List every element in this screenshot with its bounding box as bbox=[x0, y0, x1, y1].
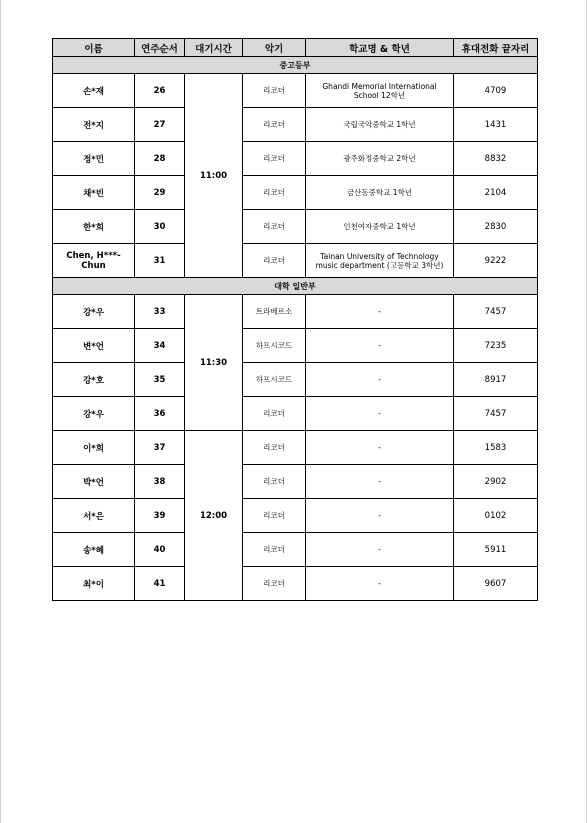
school-grade: 광주화정중학교 2학년 bbox=[306, 142, 454, 176]
table-row bbox=[53, 176, 538, 210]
table-row bbox=[53, 142, 538, 176]
table-row bbox=[53, 74, 538, 108]
performer-name: 송*혜 bbox=[53, 533, 135, 567]
phone-last-digits: 4709 bbox=[454, 74, 538, 108]
performance-order: 41 bbox=[135, 567, 185, 601]
instrument: 리코더 bbox=[243, 431, 306, 465]
section-row bbox=[53, 278, 538, 295]
school-grade: Ghandi Memorial International School 12학년 bbox=[306, 74, 454, 108]
performance-order: 29 bbox=[135, 176, 185, 210]
phone-last-digits: 7235 bbox=[454, 329, 538, 363]
instrument: 리코더 bbox=[243, 465, 306, 499]
performance-order: 26 bbox=[135, 74, 185, 108]
instrument: 리코더 bbox=[243, 142, 306, 176]
phone-last-digits: 0102 bbox=[454, 499, 538, 533]
table-row bbox=[53, 363, 538, 397]
instrument: 리코더 bbox=[243, 244, 306, 278]
table-row bbox=[53, 567, 538, 601]
instrument: 리코더 bbox=[243, 108, 306, 142]
table-row bbox=[53, 431, 538, 465]
school-grade: Tainan University of Technology music department (고등학교 3학년) bbox=[306, 244, 454, 278]
phone-last-digits: 2104 bbox=[454, 176, 538, 210]
phone-last-digits: 9222 bbox=[454, 244, 538, 278]
performance-order: 31 bbox=[135, 244, 185, 278]
performer-name: 채*빈 bbox=[53, 176, 135, 210]
performance-order: 33 bbox=[135, 295, 185, 329]
header-school: 학교명 & 학년 bbox=[306, 39, 454, 57]
school-grade: - bbox=[306, 397, 454, 431]
phone-last-digits: 5911 bbox=[454, 533, 538, 567]
table-row bbox=[53, 210, 538, 244]
section-title: 중고등부 bbox=[53, 57, 538, 74]
wait-time: 11:00 bbox=[185, 74, 243, 278]
phone-last-digits: 9607 bbox=[454, 567, 538, 601]
performance-order: 30 bbox=[135, 210, 185, 244]
school-grade: 금산동중학교 1학년 bbox=[306, 176, 454, 210]
school-grade: - bbox=[306, 431, 454, 465]
school-grade: - bbox=[306, 499, 454, 533]
instrument: 하프시코드 bbox=[243, 363, 306, 397]
page-edge-left bbox=[0, 0, 1, 823]
school-grade: 인천여자중학교 1학년 bbox=[306, 210, 454, 244]
performer-name: 정*민 bbox=[53, 142, 135, 176]
school-grade: - bbox=[306, 295, 454, 329]
phone-last-digits: 7457 bbox=[454, 397, 538, 431]
section-title: 대학 일반부 bbox=[53, 278, 538, 295]
instrument: 리코더 bbox=[243, 533, 306, 567]
header-wait-time: 대기시간 bbox=[185, 39, 243, 57]
school-grade: - bbox=[306, 329, 454, 363]
instrument: 트라베르소 bbox=[243, 295, 306, 329]
table-row bbox=[53, 108, 538, 142]
header-name: 이름 bbox=[53, 39, 135, 57]
performance-order: 28 bbox=[135, 142, 185, 176]
instrument: 리코더 bbox=[243, 397, 306, 431]
performance-order: 36 bbox=[135, 397, 185, 431]
school-grade: - bbox=[306, 363, 454, 397]
instrument: 리코더 bbox=[243, 567, 306, 601]
phone-last-digits: 1431 bbox=[454, 108, 538, 142]
performer-name: 강*우 bbox=[53, 397, 135, 431]
table-row bbox=[53, 244, 538, 278]
instrument: 리코더 bbox=[243, 210, 306, 244]
performer-name: 손*재 bbox=[53, 74, 135, 108]
performer-name: 강*우 bbox=[53, 295, 135, 329]
table-row bbox=[53, 533, 538, 567]
performer-name: 박*언 bbox=[53, 465, 135, 499]
school-grade: - bbox=[306, 465, 454, 499]
instrument: 하프시코드 bbox=[243, 329, 306, 363]
phone-last-digits: 8832 bbox=[454, 142, 538, 176]
header-phone: 휴대전화 끝자리 bbox=[454, 39, 538, 57]
school-grade: 국립국악중학교 1학년 bbox=[306, 108, 454, 142]
table-row bbox=[53, 499, 538, 533]
performance-order: 40 bbox=[135, 533, 185, 567]
school-grade: - bbox=[306, 567, 454, 601]
schedule-body bbox=[53, 57, 538, 601]
performer-name: Chen, H***-Chun bbox=[53, 244, 135, 278]
table-row bbox=[53, 465, 538, 499]
performer-name: 변*언 bbox=[53, 329, 135, 363]
instrument: 리코더 bbox=[243, 176, 306, 210]
phone-last-digits: 1583 bbox=[454, 431, 538, 465]
phone-last-digits: 2902 bbox=[454, 465, 538, 499]
header-order: 연주순서 bbox=[135, 39, 185, 57]
section-row bbox=[53, 57, 538, 74]
performer-name: 이*희 bbox=[53, 431, 135, 465]
performer-name: 서*은 bbox=[53, 499, 135, 533]
instrument: 리코더 bbox=[243, 499, 306, 533]
performance-schedule-table bbox=[52, 38, 538, 601]
performance-order: 37 bbox=[135, 431, 185, 465]
instrument: 리코더 bbox=[243, 74, 306, 108]
phone-last-digits: 8917 bbox=[454, 363, 538, 397]
performance-order: 39 bbox=[135, 499, 185, 533]
performer-name: 전*지 bbox=[53, 108, 135, 142]
performance-order: 35 bbox=[135, 363, 185, 397]
wait-time: 12:00 bbox=[185, 431, 243, 601]
table-row bbox=[53, 295, 538, 329]
performance-order: 38 bbox=[135, 465, 185, 499]
school-grade: - bbox=[306, 533, 454, 567]
performer-name: 강*호 bbox=[53, 363, 135, 397]
table-row bbox=[53, 329, 538, 363]
phone-last-digits: 2830 bbox=[454, 210, 538, 244]
wait-time: 11:30 bbox=[185, 295, 243, 431]
header-instrument: 악기 bbox=[243, 39, 306, 57]
performer-name: 최*이 bbox=[53, 567, 135, 601]
phone-last-digits: 7457 bbox=[454, 295, 538, 329]
header-row bbox=[53, 39, 538, 57]
performance-order: 34 bbox=[135, 329, 185, 363]
table-row bbox=[53, 397, 538, 431]
performance-order: 27 bbox=[135, 108, 185, 142]
performer-name: 한*희 bbox=[53, 210, 135, 244]
